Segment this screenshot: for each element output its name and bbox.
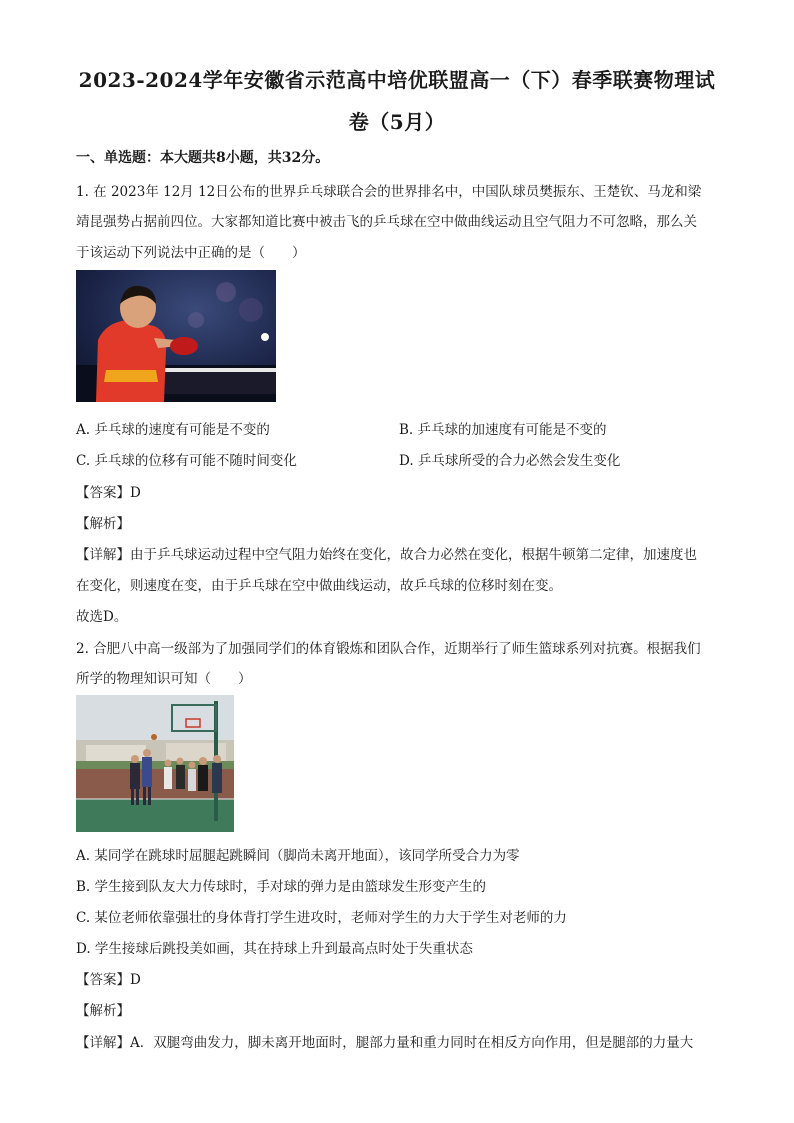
q2-stem-line1: 2. 合肥八中高一级部为了加强同学们的体育锻炼和团队合作，近期举行了师生篮球系列对抗赛。根据我们 [76, 641, 701, 657]
table-tennis-player-photo [76, 270, 276, 402]
basketball-game-photo [76, 695, 234, 832]
q2-answer: 【答案】D [76, 972, 141, 988]
q2-analysis-label: 【解析】 [76, 1003, 130, 1019]
q1-detail-line1: 【详解】由于乒乓球运动过程中空气阻力始终在变化，故合力必然在变化，根据牛顿第二定律，加速度也 [76, 547, 697, 563]
q2-stem-line2: 所学的物理知识可知（ ） [76, 671, 252, 687]
q2-option-c: C. 某位老师依靠强壮的身体背打学生进攻时，老师对学生的力大于学生对老师的力 [76, 910, 567, 926]
q1-option-c: C. 乒乓球的位移有可能不随时间变化 [76, 453, 297, 469]
q1-conclusion: 故选D。 [76, 609, 128, 625]
q1-option-d: D. 乒乓球所受的合力必然会发生变化 [399, 453, 621, 469]
q2-detail-line1: 【详解】A．双腿弯曲发力，脚未离开地面时，腿部力量和重力同时在相反方向作用，但是腿部的力量大 [76, 1035, 694, 1051]
section-heading: 一、单选题：本大题共8小题，共32分。 [76, 150, 330, 166]
q1-analysis-label: 【解析】 [76, 516, 130, 532]
q1-stem-line1: 1. 在 2023年 12月 12日公布的世界乒乓球联合会的世界排名中，中国队球员樊振东、王楚钦、马龙和梁 [76, 184, 702, 200]
q2-option-b: B. 学生接到队友大力传球时，手对球的弹力是由篮球发生形变产生的 [76, 879, 487, 895]
q1-option-b: B. 乒乓球的加速度有可能是不变的 [399, 422, 607, 438]
q1-detail-line2: 在变化，则速度在变，由于乒乓球在空中做曲线运动，故乒乓球的位移时刻在变。 [76, 578, 562, 594]
q1-option-a: A. 乒乓球的速度有可能是不变的 [76, 422, 270, 438]
document-title-line1: 2023-2024学年安徽省示范高中培优联盟高一（下）春季联赛物理试 [78, 68, 716, 92]
q1-answer: 【答案】D [76, 485, 141, 501]
q2-option-a: A. 某同学在跳球时屈腿起跳瞬间（脚尚未离开地面），该同学所受合力为零 [76, 848, 520, 864]
document-title-line2: 卷（5月） [348, 110, 446, 134]
q2-option-d: D. 学生接球后跳投美如画，其在持球上升到最高点时处于失重状态 [76, 941, 473, 957]
q1-stem-line3: 于该运动下列说法中正确的是（ ） [76, 245, 306, 261]
q1-stem-line2: 靖昆强势占据前四位。大家都知道比赛中被击飞的乒乓球在空中做曲线运动且空气阻力不可忽略，那么关 [76, 214, 697, 230]
